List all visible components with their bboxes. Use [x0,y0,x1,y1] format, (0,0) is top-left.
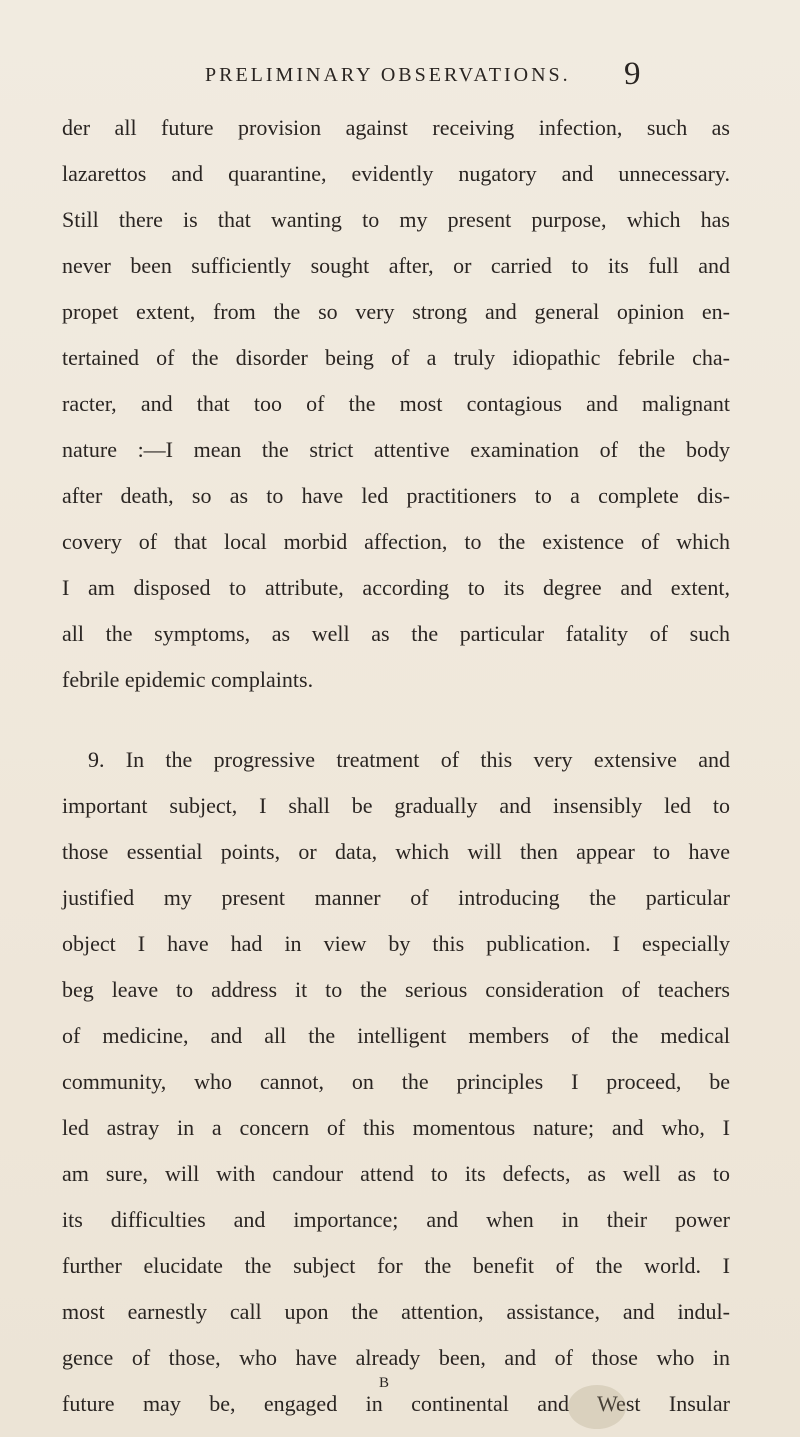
text-line: its difficulties and importance; and when in their power [62,1207,730,1232]
text-line: am sure, will with candour attend to its defects, as well as to [62,1161,730,1186]
text-line: community, who cannot, on the principles I proceed, be [62,1069,730,1094]
text-line: of medicine, and all the intelligent members of the medical [62,1023,730,1048]
text-line: racter, and that too of the most contagious and malignant [62,391,730,416]
text-line: febrile epidemic complaints. [62,667,314,692]
text-line: nature :—I mean the strict attentive examination of the body [62,437,730,462]
text-line: important subject, I shall be gradually and insensibly led to [62,793,730,818]
text-line: future may be, engaged in continental and West Insular [62,1391,730,1416]
text-line: I am disposed to attribute, according to its degree and extent, [62,575,730,600]
text-line: further elucidate the subject for the benefit of the world. I [62,1253,730,1278]
text-line: all the symptoms, as well as the particular fatality of such [62,621,730,646]
text-line: lazarettos and quarantine, evidently nugatory and unnecessary. [62,161,730,186]
text-line: object I have had in view by this publication. I especially [62,931,730,956]
text-line: 9. In the progressive treatment of this very extensive and [88,747,730,772]
signature-mark: B [379,1375,390,1391]
page-header [0,58,800,98]
text-line: tertained of the disorder being of a truly idiopathic febrile cha- [62,345,730,370]
text-line: after death, so as to have led practitioners to a complete dis- [62,483,730,508]
paragraph [62,737,730,1427]
text-line: propet extent, from the so very strong and general opinion en- [62,299,730,324]
text-line: der all future provision against receiving infection, such as [62,115,730,140]
text-line: led astray in a concern of this momentous nature; and who, I [62,1115,730,1140]
text-line: never been sufficiently sought after, or carried to its full and [62,253,730,278]
paragraph-gap [62,703,730,737]
text-line: Still there is that wanting to my present purpose, which has [62,207,730,232]
text-line: those essential points, or data, which will then appear to have [62,839,730,864]
paper-stain [568,1385,626,1429]
text-line: most earnestly call upon the attention, assistance, and indul- [62,1299,730,1324]
text-line: beg leave to address it to the serious consideration of teachers [62,977,730,1002]
text-line: justified my present manner of introducing the particular [62,885,730,910]
paragraph [62,105,730,703]
body-text [62,105,730,1427]
text-line: covery of that local morbid affection, to the existence of which [62,529,730,554]
text-line: gence of those, who have already been, and of those who in [62,1345,730,1370]
running-title: PRELIMINARY OBSERVATIONS. [205,64,571,86]
page-number: 9 [624,56,641,92]
